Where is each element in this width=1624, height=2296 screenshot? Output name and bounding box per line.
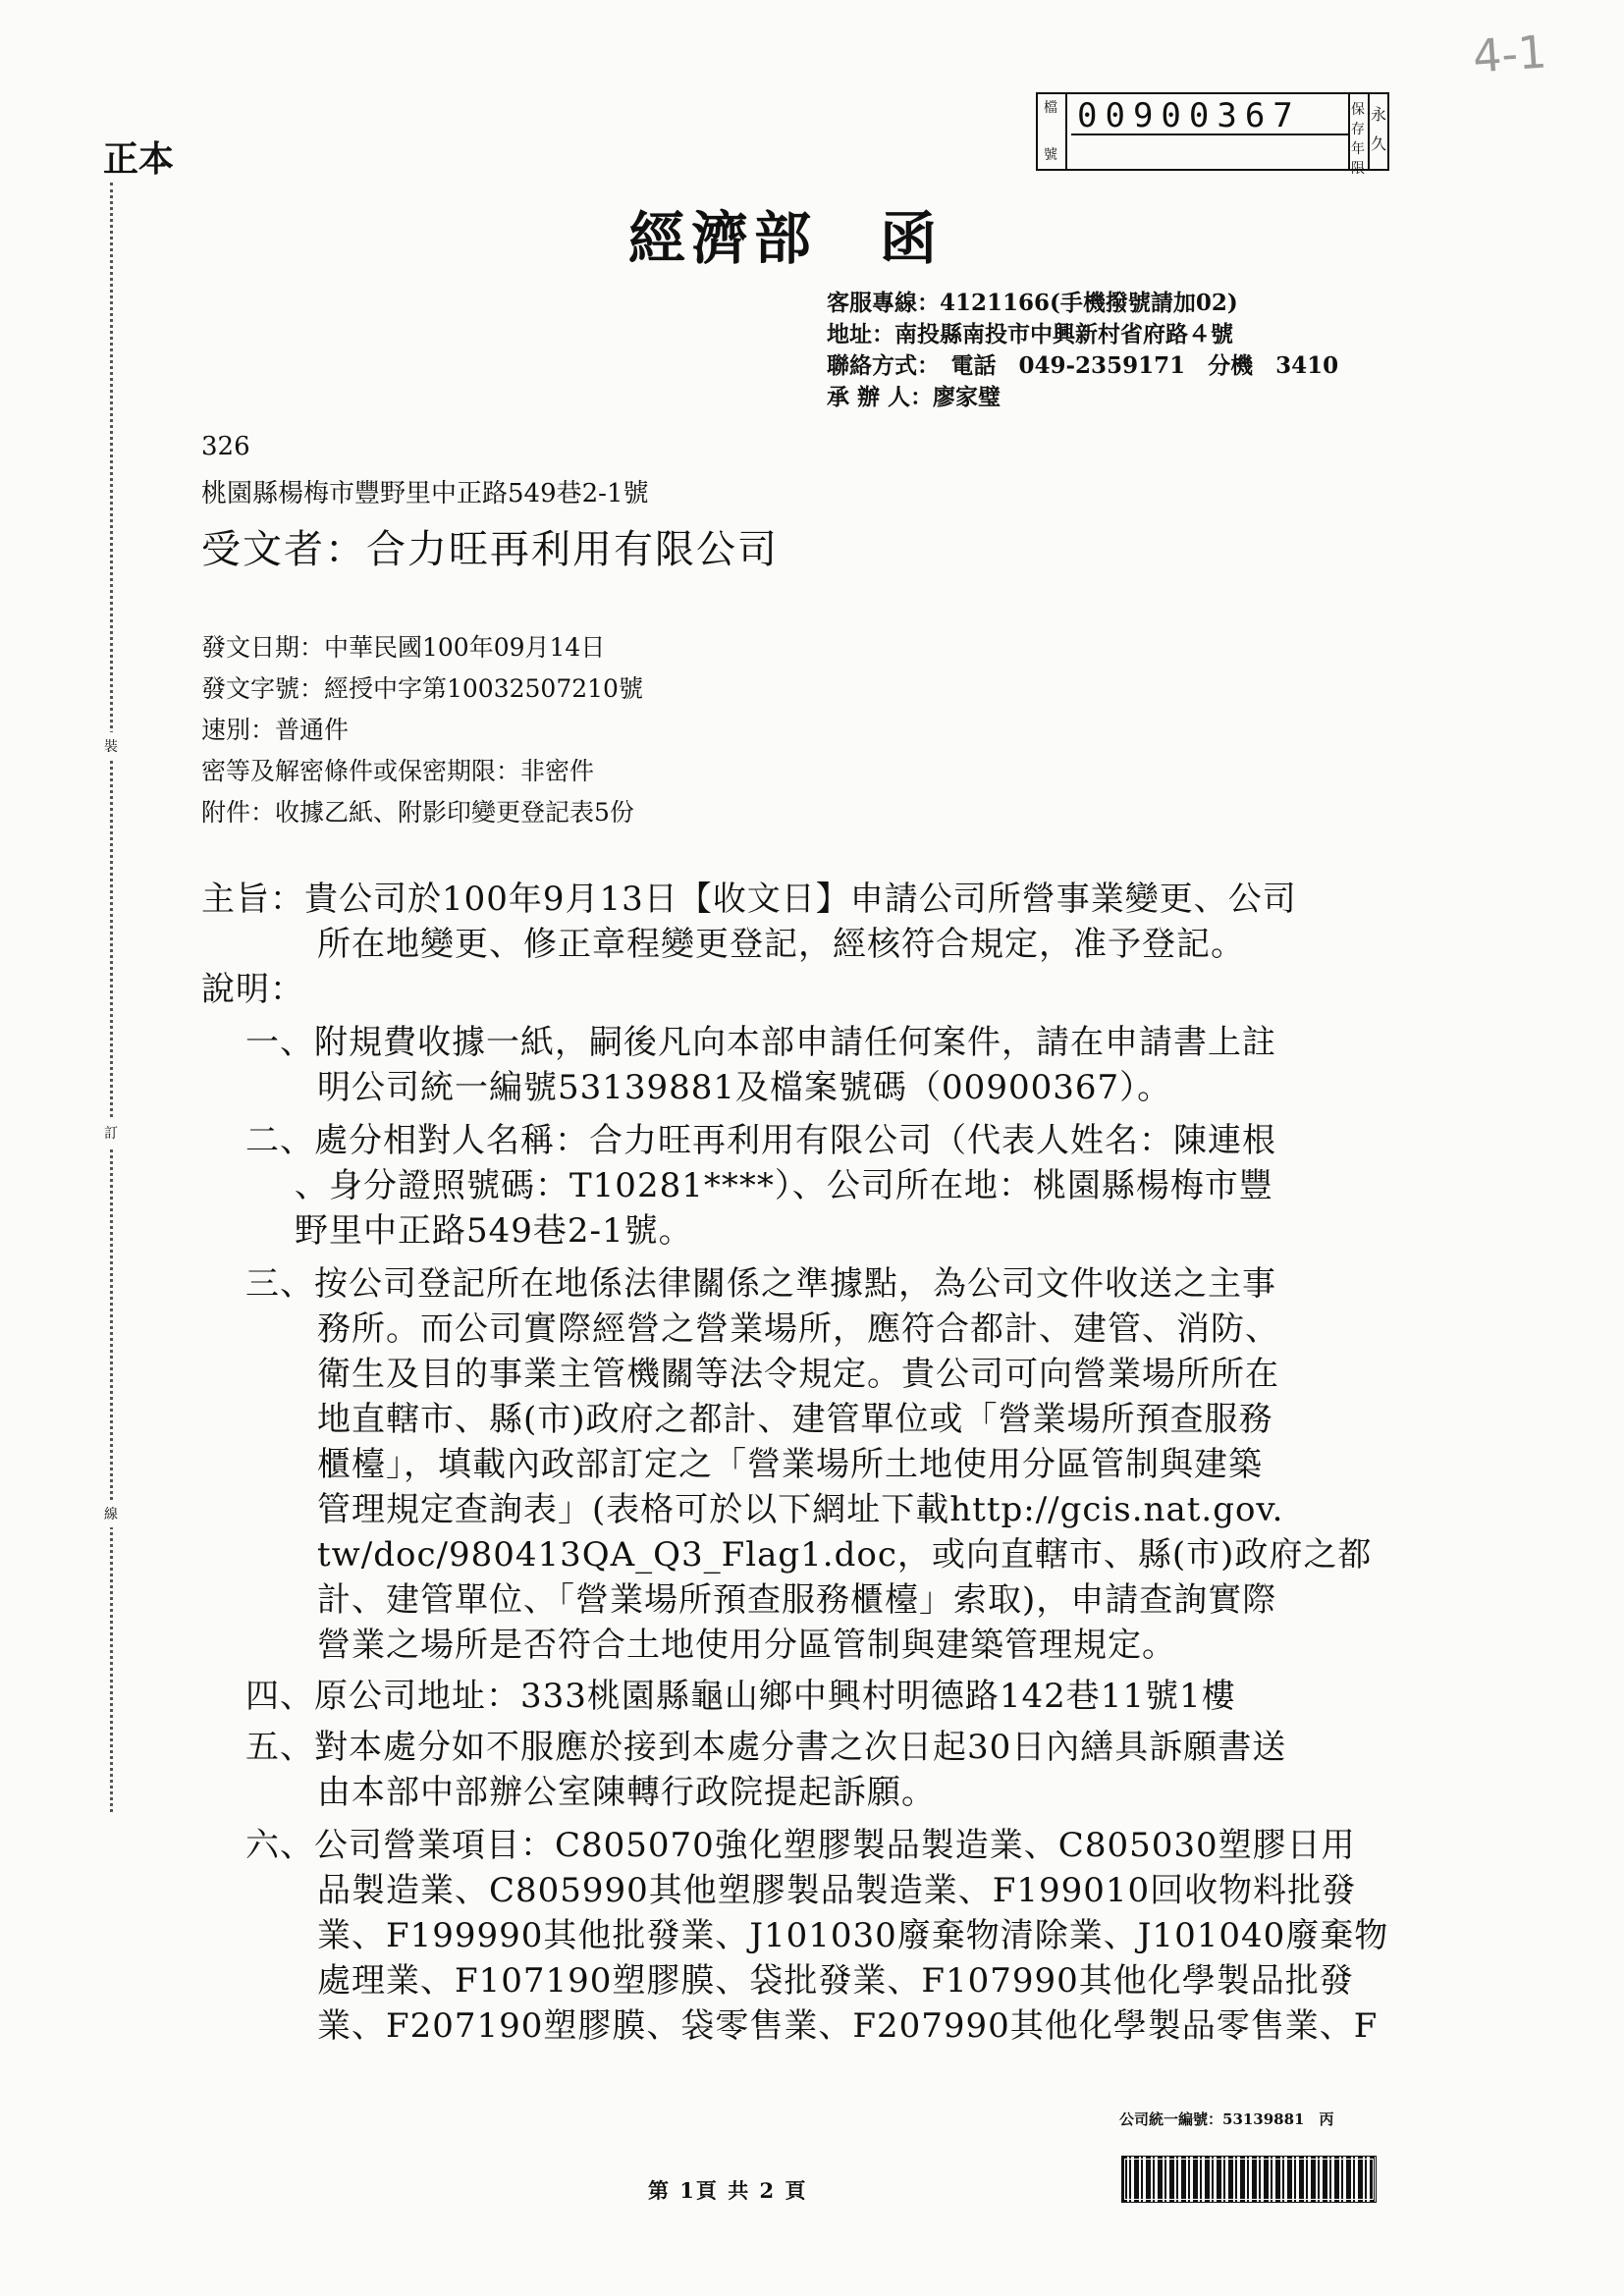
explanation-item-line: 品製造業、C805990其他塑膠製品製造業、F199010回收物料批發 bbox=[317, 1871, 1357, 1910]
explanation-item-line: 營業之場所是否符合土地使用分區管制與建築管理規定。 bbox=[317, 1626, 1176, 1665]
contact-officer: 承 辦 人：廖家璧 bbox=[827, 384, 1001, 410]
barcode-border bbox=[1124, 2159, 1374, 2200]
binding-mark: 線 bbox=[104, 1500, 118, 1527]
delivery-speed: 速別：普通件 bbox=[201, 716, 350, 744]
explanation-item-line: 五、對本處分如不服應於接到本處分書之次日起30日內繕具訴願書送 bbox=[245, 1728, 1287, 1767]
binding-mark: 裝 bbox=[104, 732, 118, 760]
handwritten-note: 4-1 bbox=[1471, 25, 1548, 83]
issue-date: 發文日期：中華民國100年09月14日 bbox=[201, 633, 606, 662]
divider bbox=[1065, 94, 1067, 169]
explanation-item-line: 處理業、F107190塑膠膜、袋批發業、F107990其他化學製品批發 bbox=[317, 1961, 1354, 2001]
explanation-item-line: 地直轄市、縣(市)政府之都計、建管單位或「營業場所預查服務 bbox=[317, 1400, 1273, 1439]
explanation-item-line: 野里中正路549巷2-1號。 bbox=[295, 1211, 693, 1251]
divider bbox=[1348, 94, 1350, 169]
explanation-item-line: 計、建管單位、「營業場所預查服務櫃檯」索取)，申請查詢實際 bbox=[317, 1580, 1277, 1620]
original-copy-mark: 正本 bbox=[103, 138, 175, 180]
archive-number-box bbox=[1036, 92, 1389, 177]
explanation-item-line: 二、處分相對人名稱：合力旺再利用有限公司（代表人姓名：陳連根 bbox=[245, 1121, 1276, 1160]
retention-label: 保存年限 bbox=[1351, 102, 1365, 177]
recipient-address: 桃園縣楊梅市豐野里中正路549巷2-1號 bbox=[201, 479, 649, 508]
explanation-item-line: 由本部中部辦公室陳轉行政院提起訴願。 bbox=[317, 1773, 936, 1812]
contact-address: 地址：南投縣南投市中興新村省府路４號 bbox=[827, 321, 1233, 347]
recipient-name: 受文者：合力旺再利用有限公司 bbox=[201, 527, 779, 572]
explanation-item-line: 務所。而公司實際經營之營業場所，應符合都計、建管、消防、 bbox=[317, 1309, 1279, 1349]
explanation-item-line: 業、F199990其他批發業、J101030廢棄物清除業、J101040廢棄物 bbox=[317, 1916, 1389, 1955]
explanation-item-line: 櫃檯」，填載內政部訂定之「營業場所土地使用分區管制與建築 bbox=[317, 1445, 1263, 1484]
retention-value: 永久 bbox=[1371, 105, 1387, 153]
explanation-item-line: 六、公司營業項目：C805070強化塑膠製品製造業、C805030塑膠日用 bbox=[245, 1826, 1356, 1865]
archive-label-char: 檔 bbox=[1044, 100, 1057, 116]
explanation-label: 說明： bbox=[201, 970, 304, 1009]
explanation-item-line: 明公司統一編號53139881及檔案號碼（00900367）。 bbox=[317, 1068, 1172, 1107]
binding-line bbox=[110, 183, 113, 1812]
subject-line: 主旨：貴公司於100年9月13日【收文日】申請公司所營事業變更、公司 bbox=[201, 880, 1297, 919]
explanation-item-line: 業、F207190塑膠膜、袋零售業、F207990其他化學製品零售業、F bbox=[317, 2006, 1379, 2046]
footer-company-id: 公司統一編號：53139881 丙 bbox=[1119, 2110, 1334, 2128]
secrecy-level: 密等及解密條件或保密期限：非密件 bbox=[201, 757, 595, 785]
explanation-item-line: 一、附規費收據一紙，嗣後凡向本部申請任何案件，請在申請書上註 bbox=[245, 1023, 1276, 1062]
binding-mark: 訂 bbox=[104, 1119, 118, 1147]
explanation-item-line: 四、原公司地址：333桃園縣龜山鄉中興村明德路142巷11號1樓 bbox=[245, 1677, 1236, 1716]
document-title: 經濟部 函 bbox=[628, 205, 944, 272]
explanation-item-line: 、身分證照號碼：T10281****）、公司所在地：桃園縣楊梅市豐 bbox=[295, 1166, 1273, 1205]
recipient-zip: 326 bbox=[201, 432, 250, 461]
archive-number: 00900367 bbox=[1077, 96, 1301, 135]
attachments: 附件：收據乙紙、附影印變更登記表5份 bbox=[201, 798, 634, 827]
barcode bbox=[1121, 2156, 1377, 2203]
archive-label bbox=[1044, 100, 1061, 163]
explanation-item-line: 三、按公司登記所在地係法律關係之準據點，為公司文件收送之主事 bbox=[245, 1264, 1276, 1304]
contact-hotline: 客服專線：4121166(手機撥號請加02) bbox=[827, 290, 1238, 316]
explanation-item-line: tw/doc/980413QA_Q3_Flag1.doc，或向直轄市、縣(市)政府之都 bbox=[317, 1535, 1373, 1575]
contact-method: 聯絡方式： 電話 049-2359171 分機 3410 bbox=[827, 352, 1339, 379]
explanation-item-line: 衛生及目的事業主管機關等法令規定。貴公司可向營業場所所在 bbox=[317, 1355, 1279, 1394]
divider bbox=[1368, 94, 1370, 169]
archive-label-char: 號 bbox=[1044, 147, 1057, 163]
subject-line: 所在地變更、修正章程變更登記，經核符合規定，准予登記。 bbox=[317, 925, 1245, 964]
divider bbox=[1071, 133, 1348, 135]
explanation-item-line: 管理規定查詢表」(表格可於以下網址下載http://gcis.nat.gov. bbox=[317, 1490, 1284, 1529]
page-number: 第 1頁 共 2 頁 bbox=[648, 2178, 808, 2203]
issue-number: 發文字號：經授中字第10032507210號 bbox=[201, 674, 643, 703]
